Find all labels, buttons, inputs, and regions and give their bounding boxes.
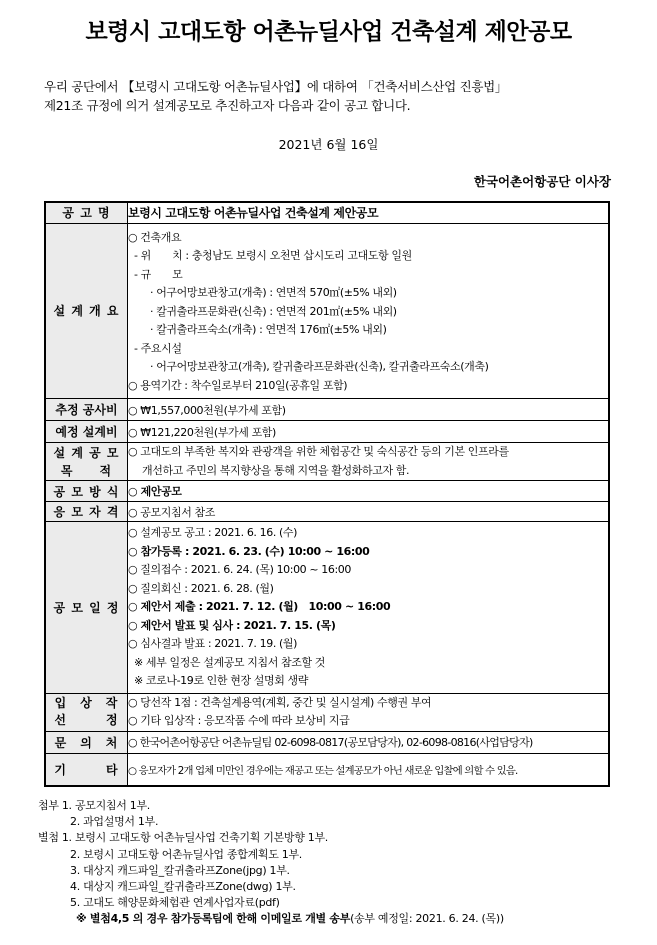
- qualification-label: 응 모 자 격: [45, 502, 128, 522]
- purpose-value: [128, 443, 610, 481]
- schedule-item: ○ 질의접수 : 2021. 6. 24. (목) 10:00 ~ 16:00: [128, 563, 351, 576]
- overview-line: - 규 모: [134, 267, 183, 281]
- attachment-item: 2. 과업설명서 1부.: [70, 815, 159, 829]
- purpose-label-line: 목 적: [60, 463, 113, 478]
- contact-value: ○ 한국어촌어항공단 어촌뉴딜팀 02-6098-0817(공모담당자), 02-6098-0816(사업담당자): [128, 731, 610, 753]
- award-label-line: 선 정: [54, 713, 119, 727]
- intro-paragraph: [44, 77, 634, 115]
- schedule-item: ※ 세부 일정은 설계공모 지침서 참조할 것: [134, 655, 326, 669]
- schedule-item: ○ 제안서 발표 및 심사 : 2021. 7. 15. (목): [128, 618, 336, 632]
- purpose-label: [45, 443, 128, 481]
- enclosure-item: 2. 보령시 고대도항 어촌뉴딜사업 종합계획도 1부.: [70, 847, 302, 861]
- notice-table: [44, 201, 610, 787]
- table-row: [45, 693, 609, 731]
- overview-line: - 위 치 : 충청남도 보령시 오천면 삽시도리 고대도항 일원: [134, 249, 412, 262]
- overview-label: 설 계 개 요: [45, 223, 128, 399]
- schedule-label: 공 모 일 정: [45, 522, 128, 694]
- etc-value: ○ 응모자가 2개 업체 미만인 경우에는 재공고 또는 설계공모가 아닌 새로운 입찰에 의할 수 있음.: [128, 753, 610, 786]
- document-title: 보령시 고대도항 어촌뉴딜사업 건축설계 제안공모: [85, 19, 572, 45]
- attachment-item: 첨부 1. 공모지침서 1부.: [38, 799, 150, 812]
- table-row: [45, 443, 609, 481]
- purpose-label-line: 설 계 공 모: [53, 445, 120, 460]
- cost-value: ○ ₩1,557,000천원(부가세 포함): [128, 399, 610, 421]
- etc-label: 기 타: [45, 753, 128, 786]
- table-row: [45, 399, 609, 421]
- overview-line: · 어구어망보관창고(개축) : 연면적 570㎡(±5% 내외): [150, 286, 397, 299]
- enclosure-item: 5. 고대도 해양문화체험관 연계사업자료(pdf): [70, 896, 280, 910]
- table-row: [45, 223, 609, 399]
- schedule-item: ○ 제안서 제출 : 2021. 7. 12. (월) 10:00 ~ 16:00: [128, 600, 391, 613]
- issuer-name: 한국어촌어항공단 이사장: [473, 174, 611, 189]
- method-value: ○ 제안공모: [128, 481, 610, 502]
- announcement-date: 2021년 6월 16일: [278, 137, 379, 152]
- notice-label: 공 고 명: [45, 202, 128, 223]
- schedule-item: ○ 질의회신 : 2021. 6. 28. (월): [128, 581, 274, 595]
- overview-line: ○ 용역기간 : 착수일로부터 210일(공휴일 포함): [128, 378, 348, 392]
- notice-value: 보령시 고대도항 어촌뉴딜사업 건축설계 제안공모: [128, 202, 610, 223]
- award-label: [45, 693, 128, 731]
- overview-line: · 칼귀출라프문화관(신축) : 연면적 201㎡(±5% 내외): [150, 304, 397, 318]
- purpose-line: ○ 고대도의 부족한 복지와 관광객을 위한 체험공간 및 숙식공간 등의 기본 인프라를: [128, 445, 509, 458]
- table-row: [45, 481, 609, 502]
- table-row: [45, 753, 609, 786]
- schedule-item: ※ 코로나-19로 인한 현장 설명회 생략: [134, 674, 309, 687]
- overview-value: [128, 223, 610, 399]
- enclosure-item: 4. 대상지 캐드파일_칼귀출라프Zone(dwg) 1부.: [70, 879, 296, 893]
- schedule-value: [128, 522, 610, 694]
- delivery-note-bold: ※ 별첨4,5 의 경우 참가등록팀에 한해 이메일로 개별 송부: [76, 912, 351, 926]
- schedule-item: ○ 참가등록 : 2021. 6. 23. (수) 10:00 ~ 16:00: [128, 544, 370, 558]
- table-row: [45, 502, 609, 522]
- award-line: ○ 당선작 1점 : 건축설계용역(계획, 중간 및 실시설계) 수행권 부여: [128, 695, 432, 709]
- overview-line: ○ 건축개요: [128, 230, 182, 244]
- table-row: [45, 421, 609, 443]
- schedule-item: ○ 설계공모 공고 : 2021. 6. 16. (수): [128, 526, 298, 539]
- qualification-value: ○ 공모지침서 참조: [128, 502, 610, 522]
- contact-label: 문 의 처: [45, 731, 128, 753]
- overview-line: · 어구어망보관창고(개축), 칼귀출라프문화관(신축), 칼귀출라프숙소(개축): [150, 360, 489, 373]
- fee-value: ○ ₩121,220천원(부가세 포함): [128, 421, 610, 443]
- schedule-item: ○ 심사결과 발표 : 2021. 7. 19. (월): [128, 637, 298, 650]
- fee-label: 예정 설계비: [45, 421, 128, 443]
- method-label: 공 모 방 식: [45, 481, 128, 502]
- delivery-note: [38, 911, 504, 927]
- award-label-line: 입 상 작: [54, 696, 119, 710]
- overview-line: - 주요시설: [134, 341, 182, 355]
- cost-label: 추정 공사비: [45, 399, 128, 421]
- table-row: [45, 522, 609, 694]
- award-line: ○ 기타 입상작 : 응모작품 수에 따라 보상비 지급: [128, 714, 350, 727]
- overview-line: · 칼귀출라프숙소(개축) : 연면적 176㎡(±5% 내외): [150, 323, 387, 336]
- intro-line: 제21조 규정에 의거 설계공모로 추진하고자 다음과 같이 공고 합니다.: [44, 98, 411, 113]
- award-value: [128, 693, 610, 731]
- delivery-note-date: (송부 예정일: 2021. 6. 24. (목)): [350, 912, 504, 926]
- enclosure-item: 별첨 1. 보령시 고대도항 어촌뉴딜사업 건축기획 기본방향 1부.: [38, 831, 328, 845]
- table-row: [45, 731, 609, 753]
- attachments: [38, 798, 504, 928]
- intro-line: 우리 공단에서 【보령시 고대도항 어촌뉴딜사업】에 대하여 「건축서비스산업 진흥법」: [44, 79, 508, 94]
- table-row: [45, 202, 609, 223]
- enclosure-item: 3. 대상지 캐드파일_칼귀출라프Zone(jpg) 1부.: [70, 863, 290, 877]
- purpose-line: 개선하고 주민의 복지향상을 통해 지역을 활성화하고자 함.: [142, 463, 410, 477]
